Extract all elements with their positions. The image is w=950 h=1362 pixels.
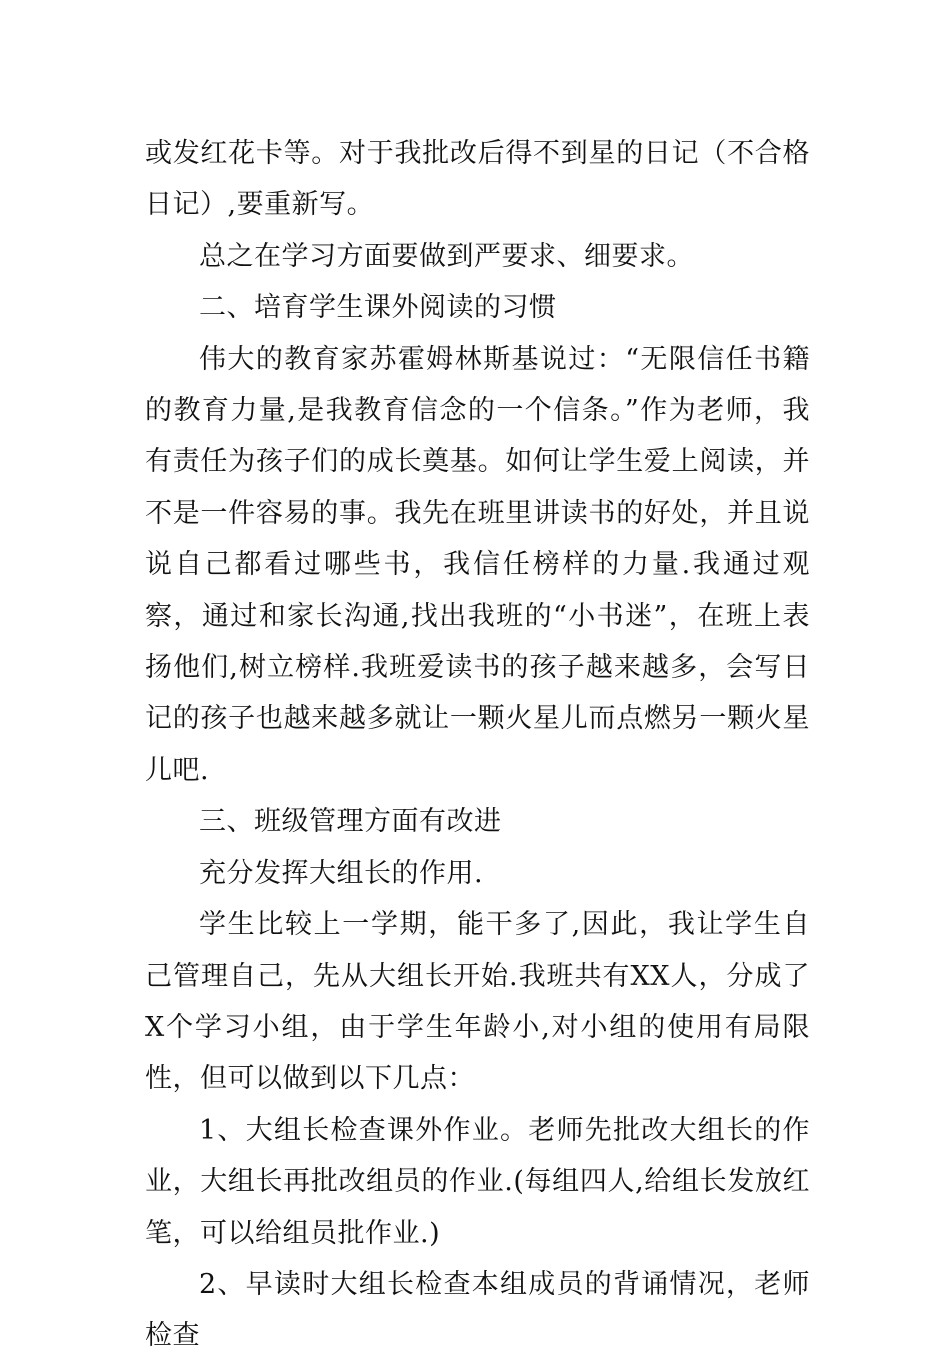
paragraph-reading: 伟大的教育家苏霍姆林斯基说过：“无限信任书籍的教育力量,是我教育信念的一个信条。”作为老师，我有责任为孩子们的成长奠基。如何让学生爱上阅读，并不是一件容易的事。我先在班里讲读书的好处，并且说说自己都看过哪些书，我信任榜样的力量.我通过观察，通过和家长沟通,找出我班的“小书迷”，在班上表扬他们,树立榜样.我班爱读书的孩子越来越多，会写日记的孩子也越来越多就让一颗火星儿而点燃另一颗火星儿吧.: [145, 343, 810, 786]
section-heading-class-management: 三、班级管理方面有改进: [199, 806, 502, 838]
paragraph-group-leader-role: 充分发挥大组长的作用.: [199, 857, 484, 889]
list-item-morning-reading: 2、早读时大组长检查本组成员的背诵情况，老师检查: [145, 1268, 810, 1352]
section-heading-reading: 二、培育学生课外阅读的习惯: [199, 292, 557, 324]
paragraph-self-management: 学生比较上一学期，能干多了,因此，我让学生自己管理自己，先从大组长开始.我班共有XX人，分成了X个学习小组，由于学生年龄小,对小组的使用有局限性，但可以做到以下几点：: [145, 909, 810, 1095]
paragraph-diary-continuation: 或发红花卡等。对于我批改后得不到星的日记（不合格日记）,要重新写。: [145, 138, 810, 221]
paragraph-summary: 总之在学习方面要做到严要求、细要求。: [199, 240, 694, 272]
document-body: [145, 128, 810, 1362]
list-item-homework-check: 1、大组长检查课外作业。老师先批改大组长的作业，大组长再批改组员的作业.(每组四人,给组长发放红笔，可以给组员批作业.): [145, 1114, 810, 1249]
